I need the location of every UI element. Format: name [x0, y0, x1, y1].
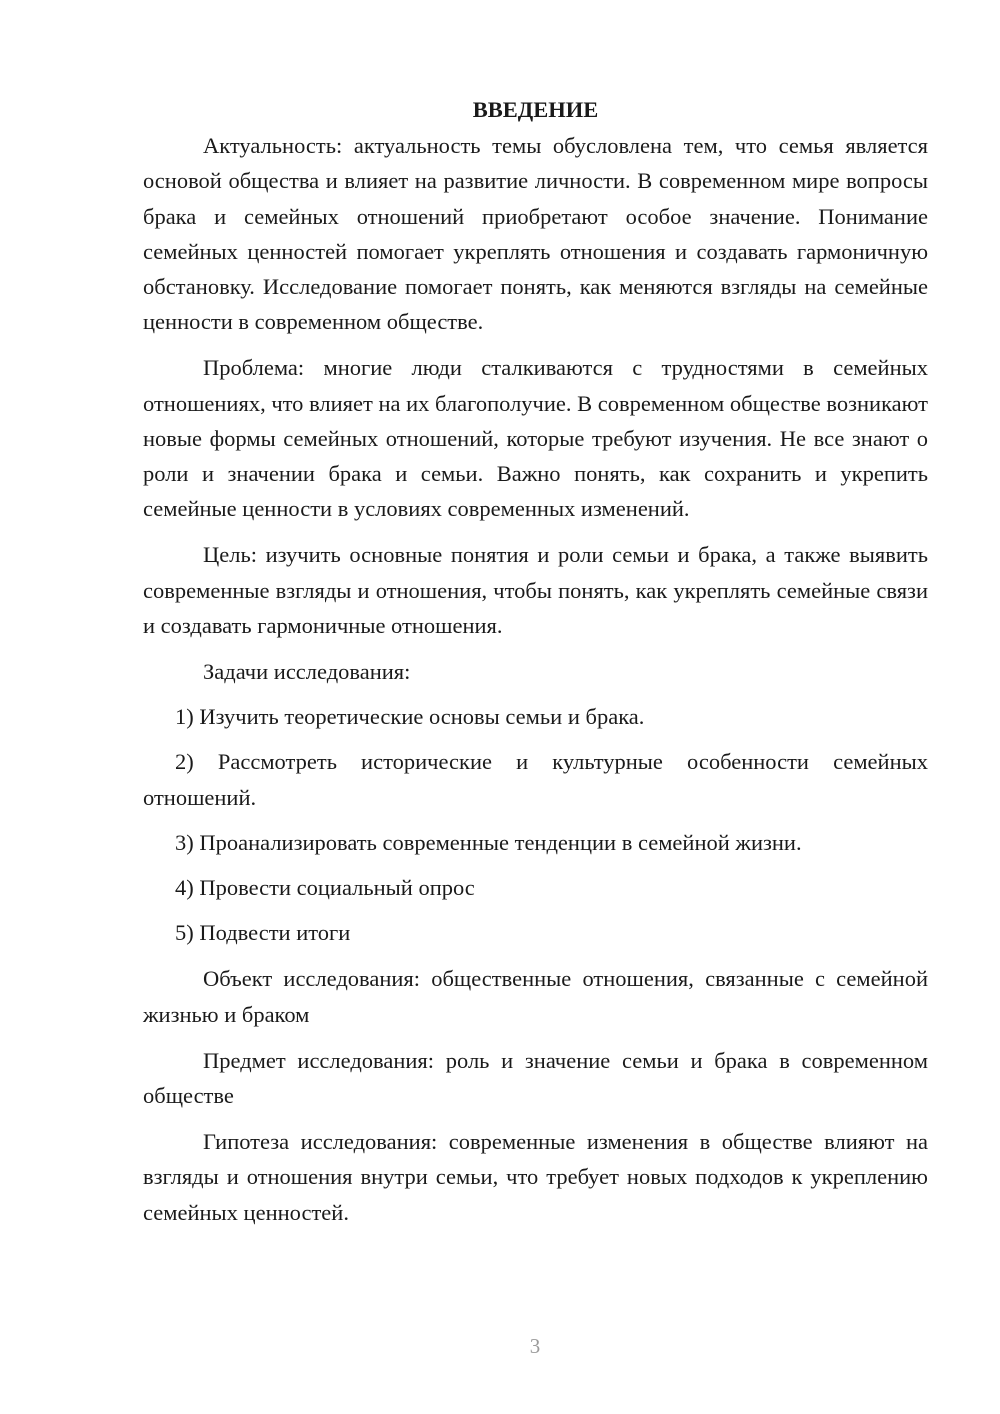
paragraph-problem: Проблема: многие люди сталкиваются с трудностями в семейных отношениях, что влияет на их благополучие. В современном обществе возникают новые формы семейных отношений, которые требуют изучения. Не все знают о роли и значении брака и семьи. Важно понять, как сохранить и укрепить семейные ценности в условиях современных изменений. [143, 355, 928, 522]
task-item-3: 3) Проанализировать современные тенденции в семейной жизни. [175, 829, 802, 855]
section-title: ВВЕДЕНИЕ [472, 97, 599, 122]
task-item-1: 1) Изучить теоретические основы семьи и брака. [175, 704, 645, 730]
task-item-4: 4) Провести социальный опрос [175, 875, 475, 901]
task-item-5: 5) Подвести итоги [175, 920, 351, 946]
paragraph-relevance: Актуальность: актуальность темы обусловлена тем, что семья является основой общества и влияет на развитие личности. В современном мире вопросы брака и семейных отношений приобретают особое значение. Понимание семейных ценностей помогает укреплять отношения и создавать гармоничную обстановку. Исследование помогает понять, как меняются взгляды на семейные ценности в современном обществе. [143, 133, 928, 335]
paragraph-subject: Предмет исследования: роль и значение семьи и брака в современном обществе [143, 1047, 928, 1109]
paragraph-hypothesis: Гипотеза исследования: современные изменения в обществе влияют на взгляды и отношения внутри семьи, что требует новых подходов к укреплению семейных ценностей. [143, 1129, 928, 1225]
tasks-heading: Задачи исследования: [203, 659, 411, 685]
paragraph-object: Объект исследования: общественные отношения, связанные с семейной жизнью и браком [143, 966, 928, 1027]
paragraph-goal: Цель: изучить основные понятия и роли семьи и брака, а также выявить современные взгляды и отношения, чтобы понять, как укреплять семейные связи и создавать гармоничные отношения. [143, 542, 928, 638]
page-number: 3 [529, 1334, 541, 1358]
task-item-2: 2) Рассмотреть исторические и культурные особенности семейных отношений. [143, 749, 928, 810]
document-page [143, 92, 928, 1230]
